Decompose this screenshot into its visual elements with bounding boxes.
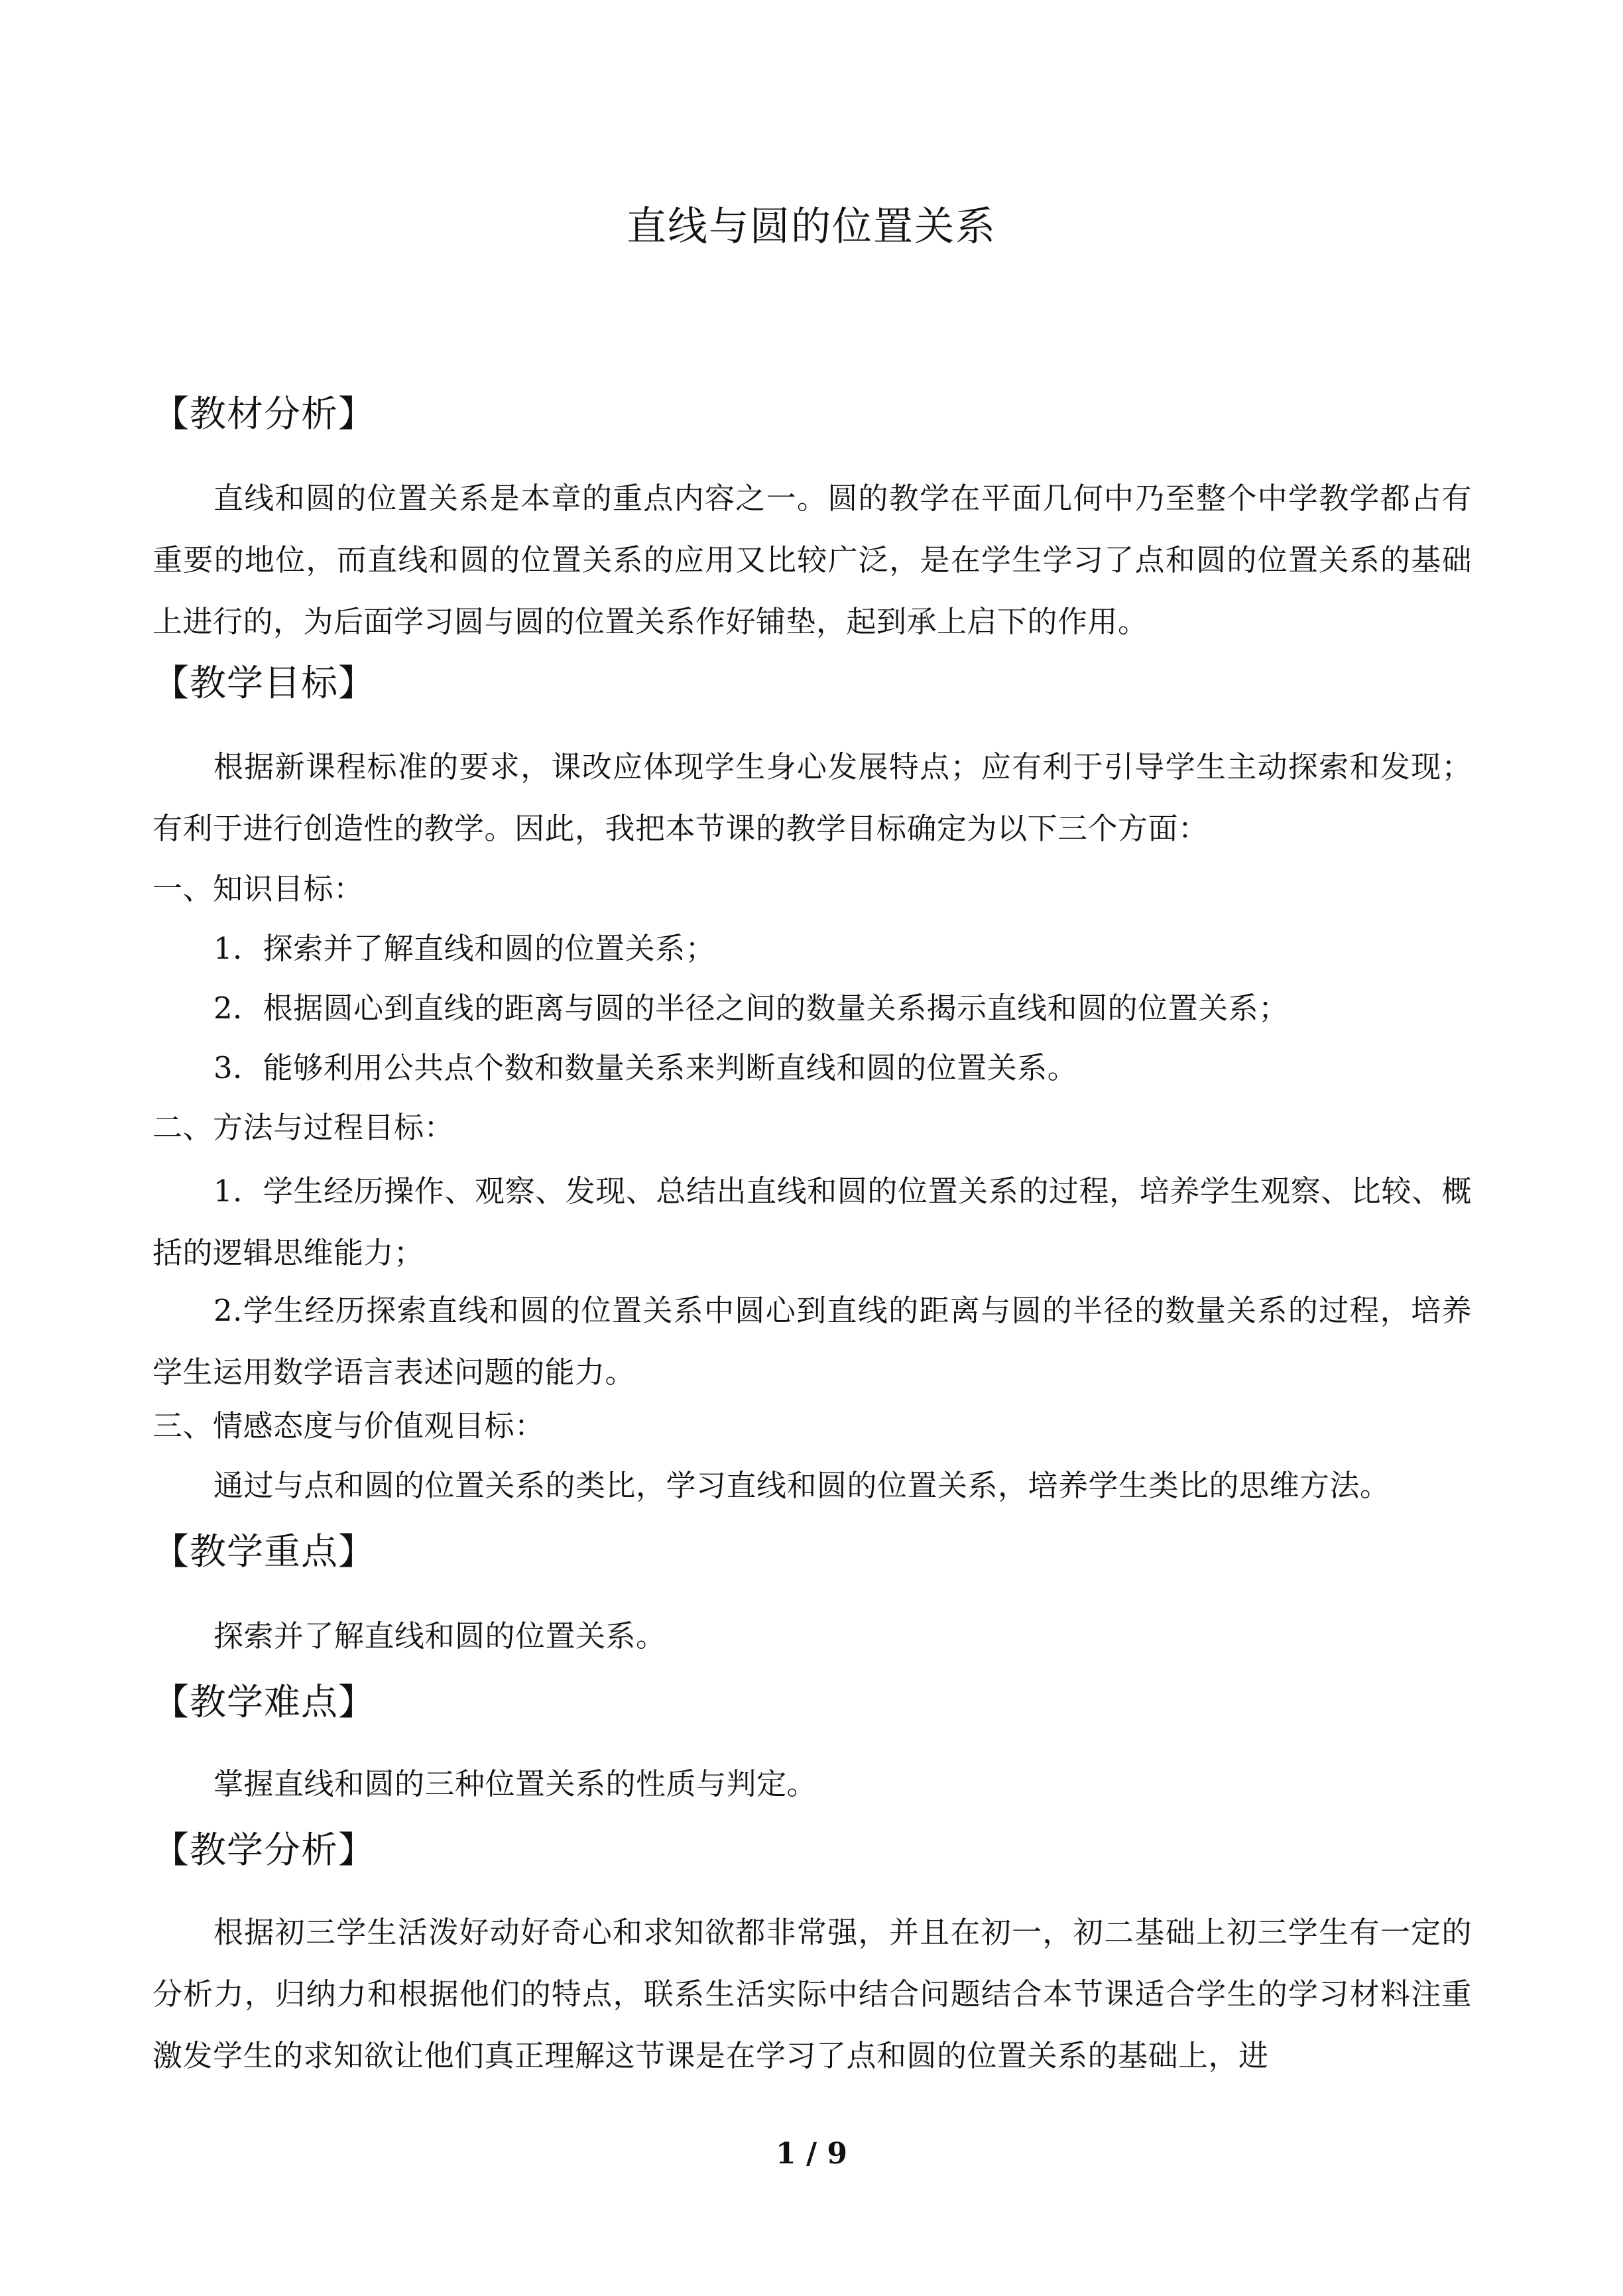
section-heading-textbook-analysis: 【教材分析】 (152, 393, 376, 435)
page-number: 1 / 9 (776, 2137, 847, 2171)
knowledge-objective-item: 1．探索并了解直线和圆的位置关系； (213, 931, 716, 966)
emotion-objective-item: 通过与点和圆的位置关系的类比，学习直线和圆的位置关系，培养学生类比的思维方法。 (213, 1468, 1390, 1503)
section-heading-teaching-focus: 【教学重点】 (152, 1530, 376, 1573)
method-objective-item: 2.学生经历探索直线和圆的位置关系中圆心到直线的距离与圆的半径的数量关系的过程，培养学生运用数学语言表述问题的能力。 (152, 1293, 1472, 1390)
document-title: 直线与圆的位置关系 (627, 204, 996, 250)
objectives-intro-paragraph: 根据新课程标准的要求，课改应体现学生身心发展特点；应有利于引导学生主动探索和发现；有利于进行创造性的教学。因此，我把本节课的教学目标确定为以下三个方面： (152, 749, 1472, 846)
knowledge-objective-item: 2．根据圆心到直线的距离与圆的半径之间的数量关系揭示直线和圆的位置关系； (213, 991, 1289, 1026)
section-heading-teaching-analysis: 【教学分析】 (152, 1829, 376, 1871)
method-objectives-heading: 二、方法与过程目标： (152, 1110, 455, 1145)
section-heading-teaching-difficulty: 【教学难点】 (152, 1681, 376, 1723)
knowledge-objectives-heading: 一、知识目标： (152, 871, 364, 906)
teaching-difficulty-text: 掌握直线和圆的三种位置关系的性质与判定。 (213, 1766, 817, 1801)
section-heading-teaching-objectives: 【教学目标】 (152, 662, 376, 704)
teaching-analysis-paragraph: 根据初三学生活泼好动好奇心和求知欲都非常强，并且在初一，初二基础上初三学生有一定的分析力，归纳力和根据他们的特点，联系生活实际中结合问题结合本节课适合学生的学习材料注重激发学生的求知欲让他们真正理解这节课是在学习了点和圆的位置关系的基础上，进 (152, 1915, 1472, 2073)
textbook-analysis-paragraph: 直线和圆的位置关系是本章的重点内容之一。圆的教学在平面几何中乃至整个中学教学都占有重要的地位，而直线和圆的位置关系的应用又比较广泛，是在学生学习了点和圆的位置关系的基础上进行的，为后面学习圆与圆的位置关系作好铺垫，起到承上启下的作用。 (152, 481, 1472, 639)
emotion-objectives-heading: 三、情感态度与价值观目标： (152, 1408, 545, 1443)
knowledge-objective-item: 3．能够利用公共点个数和数量关系来判断直线和圆的位置关系。 (213, 1050, 1078, 1085)
teaching-focus-text: 探索并了解直线和圆的位置关系。 (213, 1618, 666, 1654)
method-objective-item: 1．学生经历操作、观察、发现、总结出直线和圆的位置关系的过程，培养学生观察、比较、概括的逻辑思维能力； (152, 1174, 1472, 1270)
